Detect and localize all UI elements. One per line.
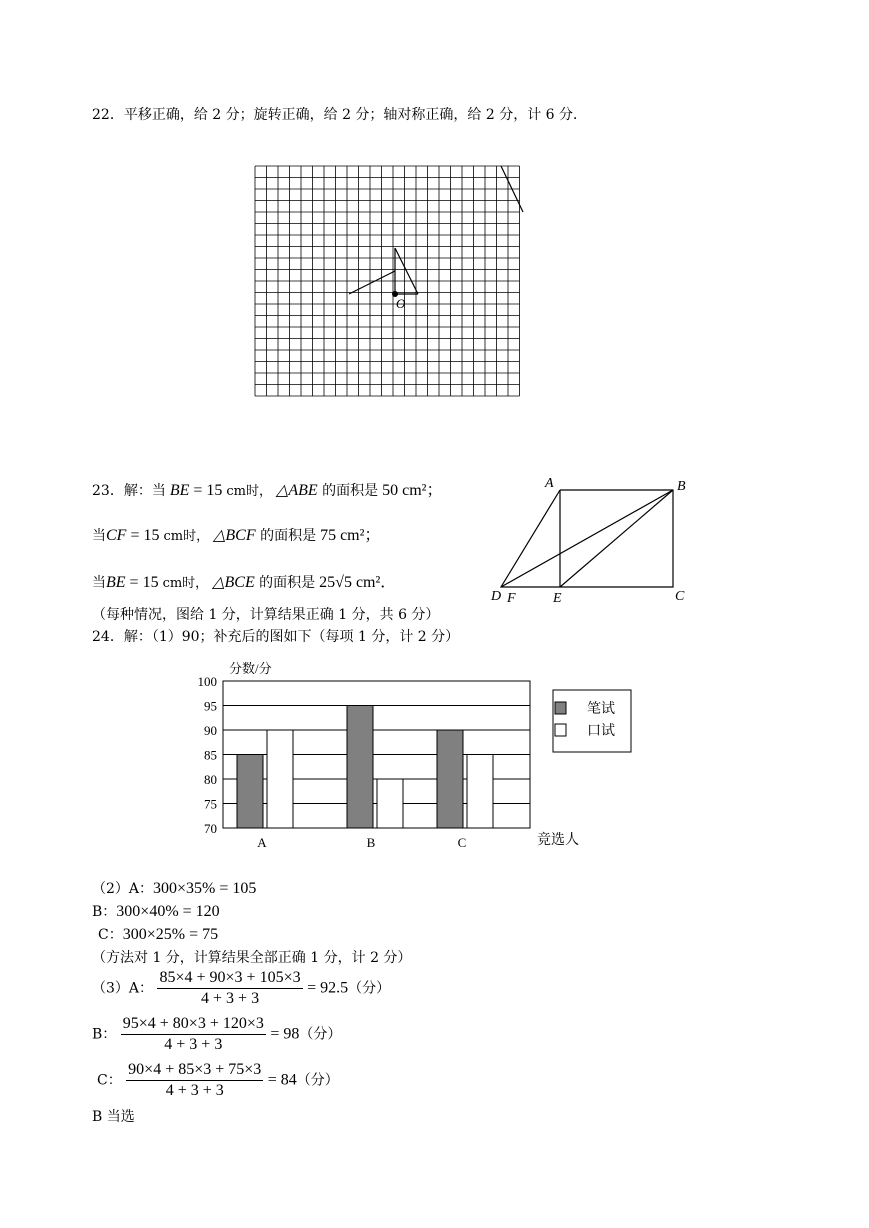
bar-oral-A (267, 730, 293, 828)
q24-bar-chart (185, 655, 645, 855)
q24-p3-a: （3）A： $\frac{85\times 4 + 90\times 3 + 105\times 3}{4 + 3 + 3}$ = 92.5（分） (92, 969, 391, 1007)
y-axis-title: 分数/分 (229, 661, 272, 676)
legend-swatch (555, 724, 566, 736)
q23-line-3: 当BE = 15 cm时， △BCE 的面积是 25√5 cm²． (92, 574, 397, 591)
point-o-label: O (396, 296, 406, 311)
x-tick-label: C (457, 835, 467, 850)
q24-conclusion: B 当选 (92, 1109, 135, 1125)
y-tick-label: 95 (204, 698, 217, 714)
bar-oral-B (377, 779, 403, 828)
segment-bf (501, 490, 673, 587)
legend-label: 口试 (587, 724, 615, 739)
q24-p2-note: （方法对 1 分，计算结果全部正确 1 分，计 2 分） (92, 950, 412, 966)
x-tick-label: B (366, 835, 376, 850)
q23-figure (485, 470, 700, 610)
q24-line-1: 24．解：（1）90；补充后的图如下（每项 1 分，计 2 分） (92, 629, 460, 645)
fraction-b: $\frac{95\times 4 + 80\times 3 + 120\times 3}{4 + 3 + 3}$ (122, 1015, 264, 1053)
legend-box (553, 690, 631, 752)
q24-p2-c: C：300×25% = 75 (98, 926, 219, 943)
grid-lines (255, 166, 520, 396)
x-tick-label: A (257, 835, 267, 850)
segment-be (560, 490, 673, 587)
y-tick-label: 80 (204, 772, 217, 787)
label-d: D (491, 589, 502, 604)
q23-note: （每种情况，图给 1 分，计算结果正确 1 分，共 6 分） (92, 607, 440, 623)
q22-statement: 22．平移正确，给 2 分；旋转正确，给 2 分；轴对称正确，给 2 分，计 6 分． (92, 107, 588, 123)
q24-p3-b: B： $\frac{95\times 4 + 80\times 3 + 120\times 3}{4 + 3 + 3}$ = 98（分） (92, 1015, 342, 1053)
y-tick-label: 100 (197, 674, 217, 689)
q24-p2-b: B：300×40% = 120 (92, 903, 220, 920)
x-axis-title: 竞选人 (537, 833, 579, 848)
label-c: C (675, 589, 685, 604)
label-e: E (553, 591, 562, 606)
bar-written-C (437, 730, 463, 828)
q24-p3-c: C： $\frac{90\times 4 + 85\times 3 + 75\times 3}{4 + 3 + 3}$ = 84（分） (97, 1061, 339, 1099)
label-f: F (507, 591, 516, 606)
y-tick-label: 70 (204, 821, 217, 836)
q23-line-1: 23．解：当 BE = 15 cm时， △ABE 的面积是 50 cm²； (92, 482, 443, 499)
y-tick-label: 90 (204, 723, 217, 738)
bar-written-A (237, 755, 263, 829)
label-a: A (545, 476, 554, 491)
legend-label: 笔试 (587, 702, 615, 717)
segment-center-slant (395, 248, 418, 294)
segment-center-diagonal (349, 271, 395, 294)
label-b: B (677, 479, 686, 494)
fraction-a: $\frac{85\times 4 + 90\times 3 + 105\times 3}{4 + 3 + 3}$ (159, 969, 301, 1007)
q22-grid-figure (250, 160, 530, 405)
bar-oral-C (467, 755, 493, 829)
y-tick-label: 85 (204, 747, 217, 763)
q24-p2-a: （2）A：300×35% = 105 (92, 880, 257, 897)
bar-written-B (347, 706, 373, 829)
q23-line-2: 当CF = 15 cm时， △BCF 的面积是 75 cm²； (92, 527, 381, 544)
legend-swatch (555, 702, 566, 714)
y-tick-label: 75 (204, 796, 217, 812)
fraction-c: $\frac{90\times 4 + 85\times 3 + 75\times 3}{4 + 3 + 3}$ (128, 1061, 262, 1099)
